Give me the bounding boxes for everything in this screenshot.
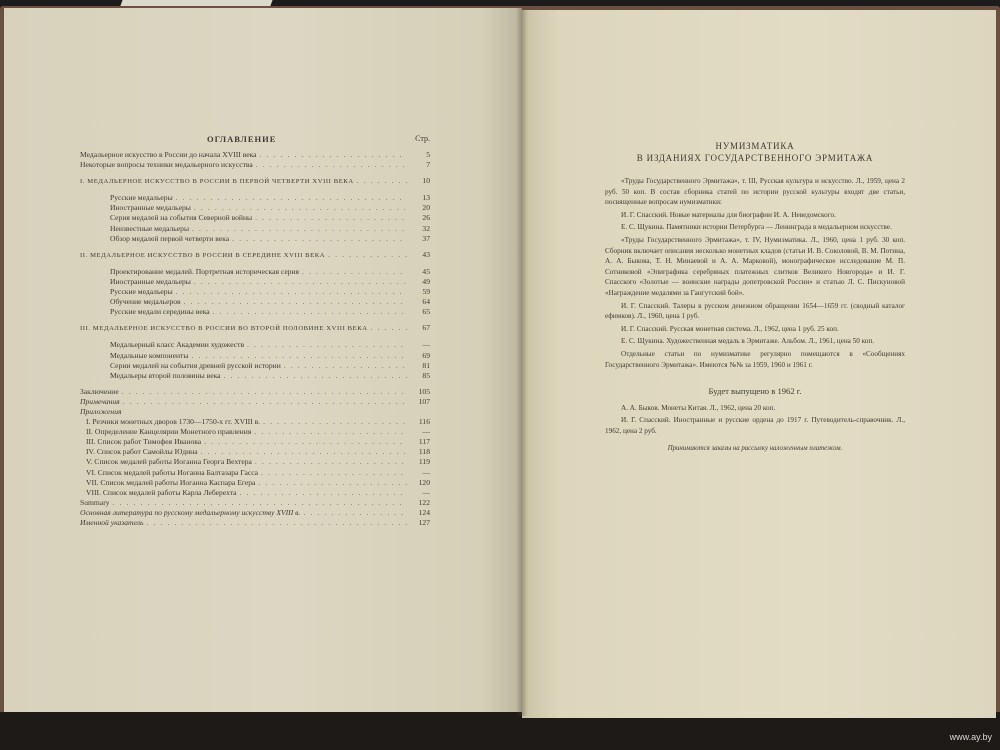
publication-paragraph: «Труды Государственного Эрмитажа», т. III, Русская культура и искусство. Л., 1959, цена 2 руб. 50 коп. В состав сборника статей по истории русской культуры входят две статьи, посвященные вопросам нумизматики: [605,177,905,207]
toc-entry: Обучение медальеров . . . 64 [80,297,430,307]
publication-paragraph: И. Г. Спасский. Новые материалы для биографии И. А. Неведомского. [621,210,836,219]
toc-entry: VI. Список медалей работы Иоганна Балтазара Гасса . . . — [80,468,430,478]
publication-paragraph: И. Г. Спасский. Русская монетная система. Л., 1962, цена 1 руб. 25 коп. [621,324,839,333]
publications-title: НУМИЗМАТИКА [715,141,795,151]
toc-entry: Проектирование медалей. Портретная историческая серия . . . 45 [80,267,430,277]
toc-entry: Приложения [80,406,122,416]
book-gutter [516,8,528,716]
toc-entry: V. Список медалей работы Иоганна Георга Вехтера . . . 119 [80,457,430,467]
toc-entry: Русские медальеры . . . 13 [80,193,430,203]
toc-section-heading: I. МЕДАЛЬЕРНОЕ ИСКУССТВО В РОССИИ В ПЕРВОЙ ЧЕТВЕРТИ XVIII ВЕКА . . . 10 [80,176,430,187]
toc-entry: III. Список работ Тимофея Иванова . . . 117 [80,437,430,447]
toc-entry: Некоторые вопросы техники медальерного искусства . . . 7 [80,160,430,170]
toc-page-label: Стр. [415,134,430,143]
publication-paragraph: Е. С. Щукина. Памятники истории Петербурга — Ленинграда в медальерном искусстве. [621,223,892,232]
toc-entry: IV. Список работ Самойлы Юдина . . . 118 [80,447,430,457]
upcoming-item: А. А. Быков. Монеты Китая. Л., 1962, цена 20 коп. [621,403,776,412]
toc-entry: Русские медальеры . . . 59 [80,287,430,297]
upcoming-item: И. Г. Спасский. Иностранные и русские ордена до 1917 г. Путеводитель-справочник. Л., 1962, цена 2 руб. [605,416,905,435]
toc-entry: Иностранные медальеры . . . 20 [80,203,430,213]
upcoming-title: Будет выпущено в 1962 г. [708,386,802,397]
toc-entry: Медальерный класс Академии художеств . . . — [80,340,430,350]
toc-entry: VIII. Список медалей работы Карла Леберехта . . . — [80,488,430,498]
toc-entry: Summary . . . 122 [80,498,430,508]
table-of-contents [80,134,430,528]
publication-paragraph: «Труды Государственного Эрмитажа», т. IV, Нумизматика. Л., 1960, цена 1 руб. 30 коп. Сборник включает описания несколько монетных кладов (статьи И. В. Соколовой, В. М. Потина, А. А. Быкова, Т. Н. Минаевой и А. А. Марковой), монографическое исследование М. П. Сотниковой «Эпиграфика серебряных платежных слитков Великого Новгорода» и И. Г. Спасского «Золотые — воинские награды допетровской России» и статью Л. С. Пискуновой «Награждение медалями за Гангутский бой». [605,235,905,297]
publication-paragraph: И. Г. Спасский. Талеры в русском денежном обращении 1654—1659 гг. (сводный каталог ефимков). Л., 1960, цена 1 руб. [605,301,905,321]
watermark: www.ay.by [949,732,992,742]
toc-entry: Именной указатель . . . 127 [80,518,430,528]
toc-entry: Основная литература по русскому медальерному искусству XVIII в. . . . 124 [80,508,430,518]
toc-entry: Русские медали середины века . . . 65 [80,307,430,317]
toc-entry: VII. Список медалей работы Иоганна Каспара Егера . . . 120 [80,478,430,488]
publications-list [605,140,905,455]
toc-entry: Серии медалей на события древней русской истории . . . 81 [80,361,430,371]
toc-entry: II. Определение Канцелярии Монетного правления . . . — [80,427,430,437]
publications-subtitle: В ИЗДАНИЯХ ГОСУДАРСТВЕННОГО ЭРМИТАЖА [636,153,874,163]
toc-entry: Медальные компоненты . . . 69 [80,351,430,361]
toc-entry: Серия медалей на события Северной войны . . . 26 [80,213,430,223]
toc-entry: Заключение . . . 105 [80,387,430,397]
order-note: Принимаются заказы на рассылку наложенным платежом. [667,445,843,453]
toc-title: ОГЛАВЛЕНИЕ [207,134,277,144]
toc-header [80,134,430,150]
toc-section-heading: III. МЕДАЛЬЕРНОЕ ИСКУССТВО В РОССИИ ВО ВТОРОЙ ПОЛОВИНЕ XVIII ВЕКА . . . 67 [80,323,430,334]
toc-entry: Примечания . . . 107 [80,397,430,407]
toc-entry: Медальерное искусство в России до начала XVIII века . . . 5 [80,150,430,160]
publication-paragraph: Е. С. Щукина. Художественная медаль в Эрмитаже. Альбом. Л., 1961, цена 50 коп. [621,337,875,346]
publication-paragraph: Отдельные статьи по нумизматике регулярно помещаются в «Сообщениях Государственного Эрмитажа». Имеются №№ за 1959, 1960 и 1961 г. [605,349,905,369]
toc-entry: Обзор медалей первой четверти века . . . 37 [80,234,430,244]
toc-section-heading: II. МЕДАЛЬЕРНОЕ ИСКУССТВО В РОССИИ В СЕРЕДИНЕ XVIII ВЕКА . . . 43 [80,250,430,261]
toc-entry: Иностранные медальеры . . . 49 [80,277,430,287]
toc-entry: Неизвестные медальеры . . . 32 [80,224,430,234]
toc-entry: Медальеры второй половины века . . . 85 [80,371,430,381]
toc-entry: I. Резчики монетных дворов 1730—1750-х гг. XVIII в. . . . 116 [80,417,430,427]
